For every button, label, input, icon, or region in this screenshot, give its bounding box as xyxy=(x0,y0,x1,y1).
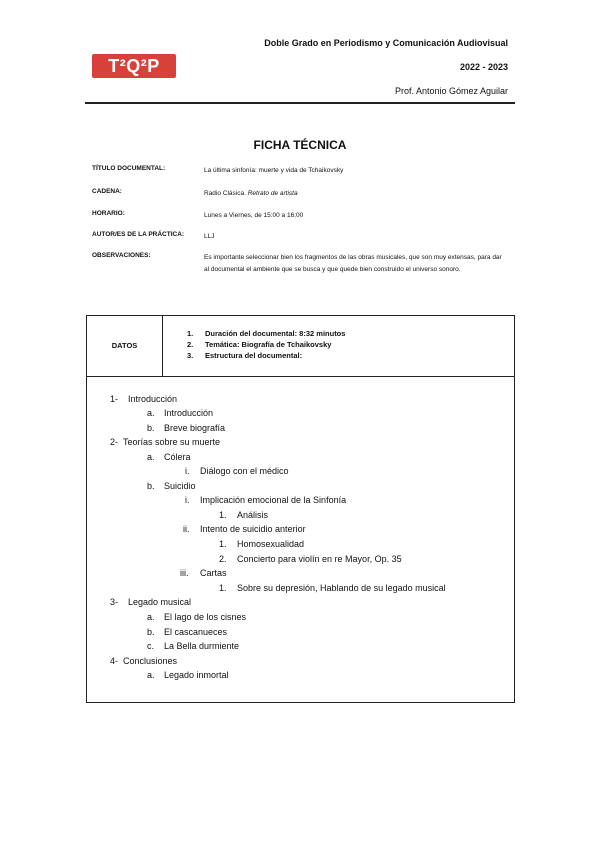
meta-value xyxy=(204,188,504,200)
outline-item xyxy=(185,495,346,505)
outline-item xyxy=(219,510,268,520)
outline-number: i. xyxy=(185,495,190,505)
datos-list xyxy=(187,328,345,361)
outline-text: Homosexualidad xyxy=(237,539,305,549)
outline-number: b. xyxy=(147,627,155,637)
meta-value: Lunes a Viernes, de 15:00 a 16:00 xyxy=(204,212,304,219)
outline-number: c. xyxy=(147,641,155,651)
datos-label: DATOS xyxy=(111,341,138,350)
meta-value-program: Retrato de artista xyxy=(247,190,298,197)
outline-text: Legado inmortal xyxy=(164,670,229,680)
professor-name: Prof. Antonio Gómez Aguilar xyxy=(394,86,508,96)
outline-item xyxy=(219,583,446,593)
outline-item xyxy=(110,597,191,607)
meta-key: HORARIO: xyxy=(92,210,125,217)
outline-number: 1- xyxy=(110,394,119,404)
meta-key: OBSERVACIONES: xyxy=(92,252,151,259)
list-item xyxy=(187,350,345,361)
list-text: Estructura del documental: xyxy=(205,351,303,360)
list-number: 3. xyxy=(187,351,194,360)
page-title: FICHA TÉCNICA xyxy=(253,138,347,152)
list-text: Duración del documental: 8:32 minutos xyxy=(205,329,346,338)
outline-text: Concierto para violín en re Mayor, Op. 35 xyxy=(237,554,402,564)
outline-number: a. xyxy=(147,452,155,462)
outline-number: a. xyxy=(147,408,155,418)
outline-number: i. xyxy=(185,466,190,476)
meta-key: CADENA: xyxy=(92,188,122,195)
outline-item xyxy=(219,539,304,549)
outline-text: El lago de los cisnes xyxy=(164,612,247,622)
outline-text: Cartas xyxy=(200,568,227,578)
outline-text: Introducción xyxy=(128,394,178,404)
outline-item xyxy=(180,568,227,578)
header-divider xyxy=(85,102,515,104)
outline-number: 1. xyxy=(219,583,227,593)
outline-item xyxy=(147,627,227,637)
outline-number: iii. xyxy=(180,568,189,578)
outline-item xyxy=(147,670,229,680)
outline-text: Teorías sobre su muerte xyxy=(123,437,221,447)
list-number: 1. xyxy=(187,329,194,338)
outline-text: Cólera xyxy=(164,452,191,462)
outline-text: Diálogo con el médico xyxy=(200,466,289,476)
outline-number: 2- xyxy=(110,437,119,447)
outline-number: 3- xyxy=(110,597,119,607)
outline-item xyxy=(147,641,239,651)
list-item xyxy=(187,339,345,350)
outline-number: 1. xyxy=(219,510,227,520)
outline-item xyxy=(110,394,177,404)
outline-item xyxy=(183,524,306,534)
outline-text: Legado musical xyxy=(128,597,192,607)
outline-number: 4- xyxy=(110,656,119,666)
outline-item xyxy=(185,466,289,476)
outline-item xyxy=(147,452,191,462)
outline-item xyxy=(147,423,225,433)
outline-number: a. xyxy=(147,612,155,622)
outline-item xyxy=(147,612,246,622)
meta-value: LLJ xyxy=(204,233,215,240)
degree-name: Doble Grado en Periodismo y Comunicación Audiovisual xyxy=(264,38,508,48)
list-item xyxy=(187,328,345,339)
meta-key: TÍTULO DOCUMENTAL: xyxy=(92,165,166,172)
outline-text: Intento de suicidio anterior xyxy=(200,524,306,534)
list-text: Temática: Biografía de Tchaikovsky xyxy=(205,340,332,349)
outline-text: El cascanueces xyxy=(164,627,228,637)
meta-value: La última sinfonía: muerte y vida de Tchaikovsky xyxy=(204,167,344,174)
outline-text: La Bella durmiente xyxy=(164,641,240,651)
outline-item xyxy=(147,481,196,491)
outline-text: Introducción xyxy=(164,408,214,418)
table-divider xyxy=(162,316,163,376)
outline-number: ii. xyxy=(183,524,190,534)
outline-item xyxy=(219,554,402,564)
t2q2p-logo xyxy=(92,54,176,78)
outline-text: Conclusiones xyxy=(123,656,178,666)
meta-value: Es importante seleccionar bien los fragmentos de las obras musicales, que son muy extensas, para dar al documental el ambiente que se busca y que quede bien construido el universo sonoro. xyxy=(204,254,502,273)
logo-text: T²Q²P xyxy=(108,55,160,76)
outline-text: Análisis xyxy=(237,510,269,520)
outline-item xyxy=(147,408,213,418)
outline-number: b. xyxy=(147,481,155,491)
meta-value-text: Radio Clásica. xyxy=(204,190,248,197)
outline-item xyxy=(110,437,220,447)
outline-number: b. xyxy=(147,423,155,433)
outline-text: Suicidio xyxy=(164,481,196,491)
academic-year: 2022 - 2023 xyxy=(459,62,508,72)
meta-key: AUTOR/ES DE LA PRÁCTICA: xyxy=(92,231,185,238)
outline-text: Breve biografía xyxy=(164,423,226,433)
outline-text: Sobre su depresión, Hablando de su legado musical xyxy=(237,583,446,593)
outline-number: 1. xyxy=(219,539,227,549)
outline-number: a. xyxy=(147,670,155,680)
outline-item xyxy=(110,656,177,666)
outline-number: 2. xyxy=(219,554,227,564)
datos-table xyxy=(86,315,515,377)
list-number: 2. xyxy=(187,340,194,349)
outline-text: Implicación emocional de la Sinfonía xyxy=(200,495,347,505)
